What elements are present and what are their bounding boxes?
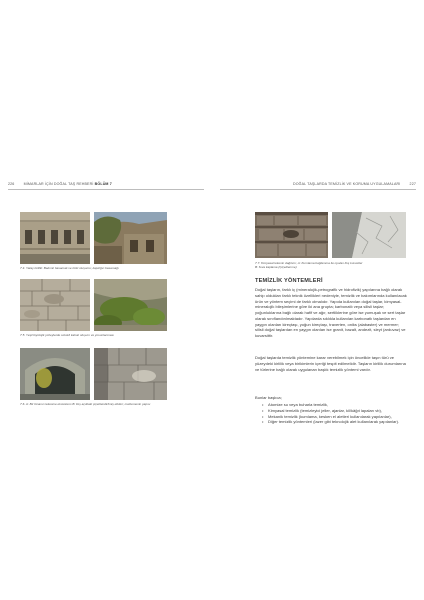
list-item: • Kimyasal temizlik (temizleyici jeller, ajanlar, kil/kâğıt lapaları vb), xyxy=(262,408,408,414)
caption-fig-7-5: 7.5. Yeşil biyolojik yüzeylerde sürekli kabuk oluşum ve yosunlanması xyxy=(20,333,115,337)
right-page-number: 227 xyxy=(409,182,416,186)
left-chapter-label: BÖLÜM 7 xyxy=(94,182,112,186)
left-header-rule xyxy=(8,189,204,190)
cleaning-methods-list xyxy=(262,402,408,425)
photo-stone-building-tree xyxy=(94,212,167,264)
caption-fig-7-7-a: 7.7. Kimyasal lekenin dağılımı; A: Kumlama bağlamına ile oyulan Dış kuvvetler xyxy=(255,261,363,265)
caption-fig-7-7-b: B: Sıva kaplama (Çiçeklenme) xyxy=(255,265,297,269)
section-title: TEMİZLİK YÖNTEMLERİ xyxy=(255,278,323,284)
left-running-title: MİMARLAR İÇİN DOĞAL TAŞ REHBERİ xyxy=(23,182,94,186)
right-running-header xyxy=(293,182,416,186)
list-intro: Bunlar başlıca; xyxy=(255,395,282,400)
caption-fig-7-4: 7.4. Yatay kirlilik: Bakımlı basamak ve kötü oluşumu; kapılığın basamağı xyxy=(20,266,119,270)
list-item: • Atomize su veya buharla temizlik, xyxy=(262,402,408,408)
caption-fig-7-6: 7.6. A: Bir binanın lekesine ekosistem B: Dış açıktaki çiçeklendirilmiş etkiler; malzemenin yapısı xyxy=(20,402,151,406)
right-header-rule xyxy=(220,189,416,190)
right-running-title: DOĞAL TAŞLARDA TEMİZLİK VE KORUMA UYGULAMALARI xyxy=(292,182,401,186)
left-running-header xyxy=(8,182,112,186)
photo-historic-facade xyxy=(20,212,90,264)
paragraph-2: Doğal taşlarda temizlik yöntemine karar verebilmek için öncelikle taşın türü ve yüzeydeki kirlilik veya birikimlerin içeriği tespit edilmelidir. Taşların kirlilik durumlarına ve türlerine bağlı olarak uygulanan başlık temizlik yöntemi vardır. xyxy=(255,355,406,372)
photo-damaged-stone-facade xyxy=(255,212,328,258)
photo-moss-covered-stone xyxy=(94,279,167,331)
paragraph-1: Doğal taşların, farklı iç (mineralojik-petrografik ve hidrofizik) yapılarına bağlı olarak sahip oldukları farklı teknik özellikleri nedeniyle, temizlik ve bakımlarında kullanılacak ürün ve yöntem seçimi de farklı olmalıdır. Yapıda kullanılan doğal taşlar, kimyasal-mineralojik bileşimlerine göre iki ana grupta; karbonatlı veya silisli taşlar; yoğunluklarına bağlı olarak hafif ve ağır, sertliklerine göre ise yumuşak ve sert taşlar olarak sınıflandırılmaktadır. Yapılarda sıklıkla kullanılan karbonatlı taşlardan en yaygın olanları kireçtaşı, yoğun kireçtaşı, traverten, oniks (alabaster) ve mermer; silisli doğal taşlardan en yaygın olanları ise granit, bazalt, andezit, sleyt (arduvaz) ve kuvarsittir. xyxy=(255,287,407,338)
photo-efflorescence-wall xyxy=(94,348,167,400)
photo-weathered-stone-blocks xyxy=(20,279,90,331)
left-page-number: 226 xyxy=(8,182,15,186)
photo-stained-arch xyxy=(20,348,90,400)
list-item: • Mekanik temizlik (kumlama, kesken el aletleri kullanılarak yapılanlar), xyxy=(262,414,408,420)
list-item: • Diğer temizlik yöntemleri (lazer gibi teknolojik alet kullanılarak yapılanlar). xyxy=(262,419,408,425)
photo-white-crust-stone xyxy=(332,212,406,258)
